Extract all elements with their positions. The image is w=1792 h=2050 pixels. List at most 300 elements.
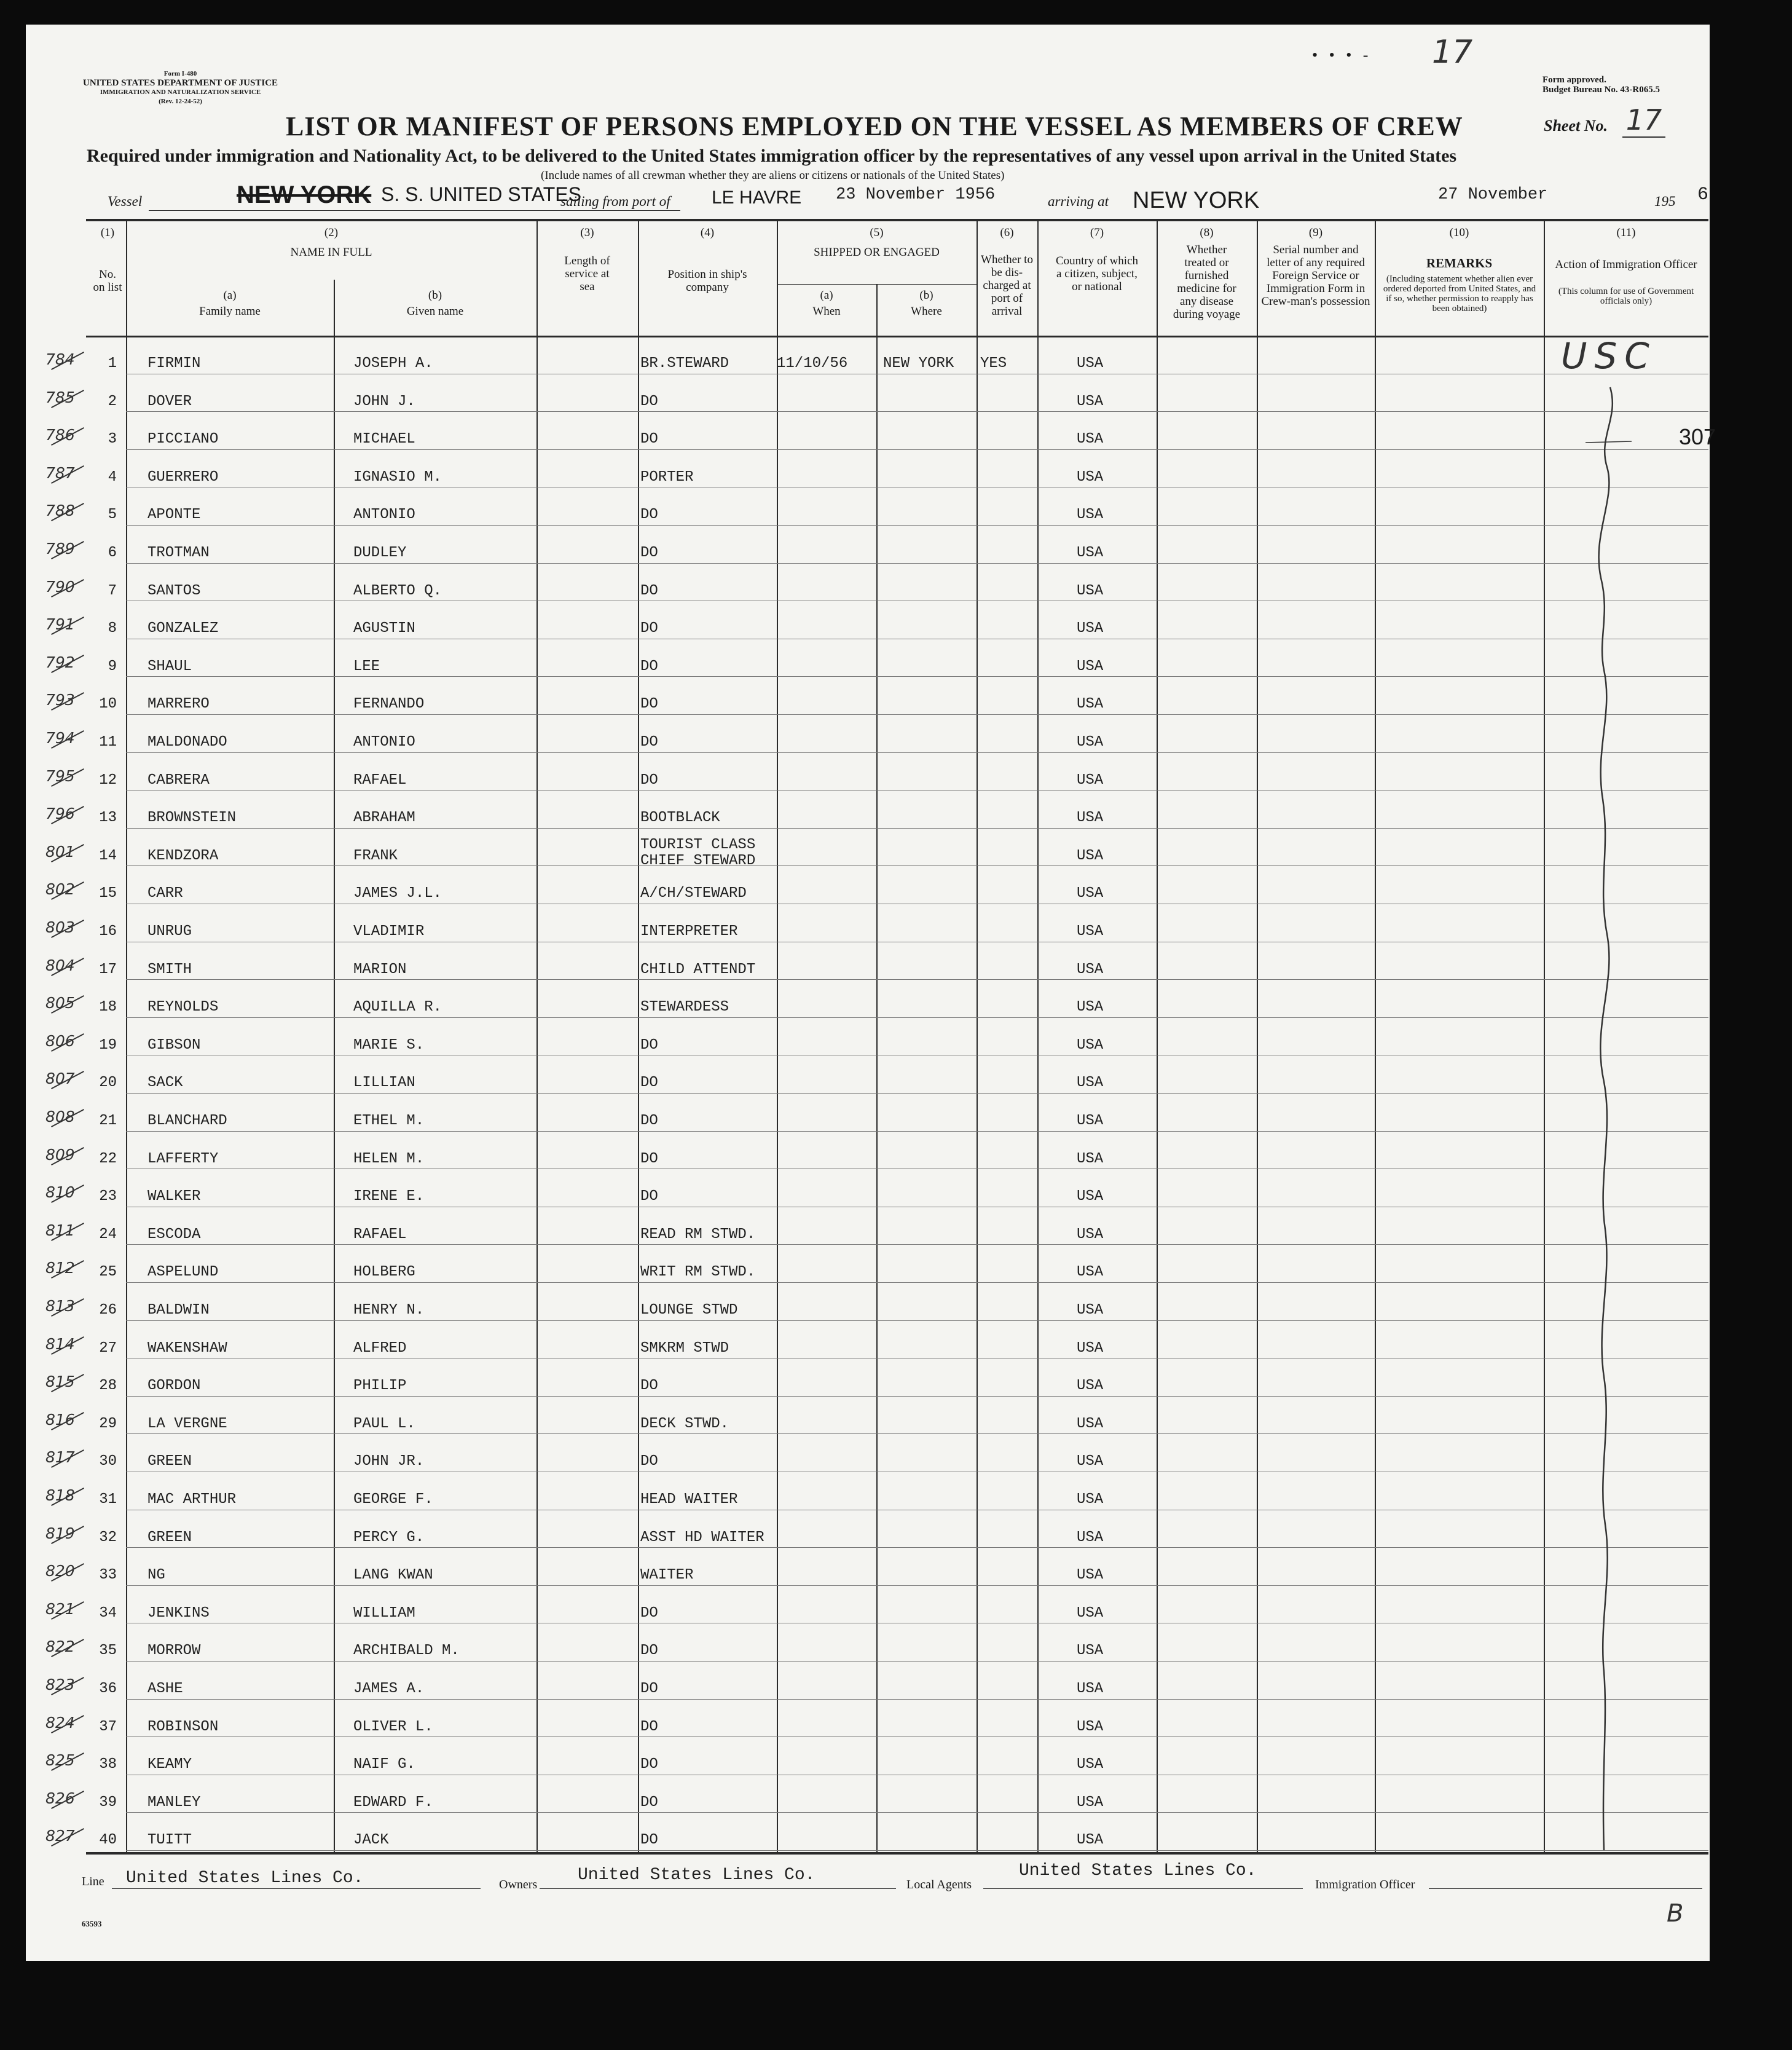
row-rule	[126, 1093, 1708, 1094]
cell-country: USA	[1077, 1378, 1104, 1394]
row-number: 7	[108, 583, 117, 599]
row-number: 11	[99, 734, 117, 751]
cell-given: PHILIP	[353, 1378, 407, 1394]
cell-family: CARR	[147, 885, 183, 902]
cell-family: GREEN	[147, 1529, 192, 1546]
row-rule	[126, 525, 1708, 526]
cell-given: LANG KWAN	[353, 1567, 433, 1583]
cell-given: VLADIMIR	[353, 923, 425, 940]
cell-country: USA	[1077, 1529, 1104, 1546]
vessel-name: S. S. UNITED STATES	[381, 183, 581, 205]
row-number: 36	[99, 1681, 117, 1697]
cell-position: DO	[640, 1453, 658, 1470]
cell-country: USA	[1077, 1113, 1104, 1129]
cell-given: ANTONIO	[353, 734, 415, 751]
row-serial: 788	[45, 502, 75, 519]
cell-discharge: YES	[980, 355, 1007, 372]
cell-country: USA	[1077, 734, 1104, 751]
row-serial: 822	[45, 1638, 75, 1655]
row-number: 37	[99, 1719, 117, 1735]
vessel-underline	[149, 210, 680, 211]
row-rule	[126, 1699, 1708, 1700]
cell-family: MARRERO	[147, 696, 210, 712]
row-serial: 825	[45, 1751, 75, 1769]
row-number: 35	[99, 1642, 117, 1659]
cell-country: USA	[1077, 1340, 1104, 1357]
row-serial: 820	[45, 1562, 75, 1580]
cell-position: WAITER	[640, 1567, 694, 1583]
header-bottom-rule	[86, 336, 1708, 337]
row-serial: 791	[45, 615, 75, 633]
cell-family: MANLEY	[147, 1794, 201, 1811]
cell-country: USA	[1077, 658, 1104, 675]
cell-family: SMITH	[147, 961, 192, 978]
col7-header: Country of which a citizen, subject, or national	[1055, 254, 1139, 293]
cell-given: PAUL L.	[353, 1416, 415, 1432]
row-rule	[126, 1396, 1708, 1397]
cell-given: DUDLEY	[353, 545, 407, 561]
cell-family: WAKENSHAW	[147, 1340, 227, 1357]
row-number: 14	[99, 848, 117, 864]
row-serial: 796	[45, 805, 75, 822]
col5-header: SHIPPED OR ENGAGED	[814, 246, 940, 259]
cell-position: WRIT RM STWD.	[640, 1264, 756, 1280]
cell-country: USA	[1077, 545, 1104, 561]
col4-header: Position in ship's company	[667, 268, 747, 294]
row-serial: 784	[45, 350, 75, 368]
cell-given: ARCHIBALD M.	[353, 1642, 460, 1659]
cell-position: DO	[640, 431, 658, 447]
col-divider	[1375, 219, 1376, 1852]
cell-position: READ RM STWD.	[640, 1226, 756, 1243]
cell-given: NAIF G.	[353, 1756, 415, 1773]
col-divider	[1257, 219, 1258, 1852]
cell-given: AQUILLA R.	[353, 999, 442, 1015]
department-name: UNITED STATES DEPARTMENT OF JUSTICE	[83, 78, 278, 88]
row-number: 34	[99, 1605, 117, 1622]
cell-given: RAFAEL	[353, 1226, 407, 1243]
officer-label: Immigration Officer	[1315, 1878, 1415, 1891]
cell-family: BALDWIN	[147, 1302, 210, 1319]
cell-position: DO	[640, 393, 658, 410]
row-number: 12	[99, 772, 117, 789]
row-rule	[126, 1850, 1708, 1851]
cell-family: APONTE	[147, 507, 201, 523]
cell-family: GREEN	[147, 1453, 192, 1470]
line-underline	[112, 1888, 481, 1889]
cell-given: FRANK	[353, 848, 398, 864]
cell-given: PERCY G.	[353, 1529, 425, 1546]
row-rule	[126, 1585, 1708, 1586]
cell-position: DO	[640, 1681, 658, 1697]
cell-position: DO	[640, 1188, 658, 1205]
cell-country: USA	[1077, 1453, 1104, 1470]
col-divider	[126, 219, 127, 1852]
cell-when: 11/10/56	[777, 355, 848, 372]
page-mark: 17	[1432, 34, 1473, 71]
col-divider	[777, 219, 778, 1852]
row-rule	[126, 1547, 1708, 1548]
cell-family: JENKINS	[147, 1605, 210, 1622]
agents-label: Local Agents	[906, 1878, 972, 1891]
row-number: 17	[99, 961, 117, 978]
cell-country: USA	[1077, 1491, 1104, 1508]
cell-country: USA	[1077, 393, 1104, 410]
owners-label: Owners	[499, 1878, 538, 1891]
row-number: 1	[108, 355, 117, 372]
cell-given: FERNANDO	[353, 696, 425, 712]
row-serial: 795	[45, 767, 75, 785]
row-serial: 816	[45, 1411, 75, 1429]
cell-given: IRENE E.	[353, 1188, 425, 1205]
cell-position: CHILD ATTENDT	[640, 961, 756, 978]
col-divider	[536, 219, 538, 1852]
cell-country: USA	[1077, 1567, 1104, 1583]
cell-given: ETHEL M.	[353, 1113, 425, 1129]
row-number: 33	[99, 1567, 117, 1583]
cell-given: HOLBERG	[353, 1264, 415, 1280]
year-label: 195	[1654, 194, 1676, 209]
col2a-num: (a)	[223, 289, 237, 302]
col-divider	[1544, 219, 1545, 1852]
row-rule	[126, 865, 1708, 866]
row-number: 31	[99, 1491, 117, 1508]
row-rule	[126, 676, 1708, 677]
cell-given: GEORGE F.	[353, 1491, 433, 1508]
cell-family: ASPELUND	[147, 1264, 219, 1280]
cell-position: DO	[640, 1756, 658, 1773]
cell-position: TOURIST CLASS	[640, 837, 756, 853]
cell-given: IGNASIO M.	[353, 469, 442, 486]
row-serial: 803	[45, 918, 75, 936]
cell-country: USA	[1077, 696, 1104, 712]
row-number: 19	[99, 1037, 117, 1054]
officer-stamp: USC	[1561, 335, 1657, 377]
cell-position: DO	[640, 545, 658, 561]
cell-position: DO	[640, 1642, 658, 1659]
row-serial: 824	[45, 1714, 75, 1732]
cell-family: GONZALEZ	[147, 620, 219, 637]
cell-family: GORDON	[147, 1378, 201, 1394]
row-rule	[126, 1282, 1708, 1283]
cell-position: BR.STEWARD	[640, 355, 729, 372]
row-serial: 826	[45, 1789, 75, 1807]
cell-family: CABRERA	[147, 772, 210, 789]
row-number: 27	[99, 1340, 117, 1357]
cell-family: GUERRERO	[147, 469, 219, 486]
corner-mark: B	[1667, 1899, 1684, 1928]
cell-family: DOVER	[147, 393, 192, 410]
cell-position: DO	[640, 772, 658, 789]
cell-country: USA	[1077, 1416, 1104, 1432]
row-number: 4	[108, 469, 117, 486]
row-number: 38	[99, 1756, 117, 1773]
col9-header: Serial number and letter of any required Foreign Service or Immigration Form in Crew-man's possession	[1261, 243, 1370, 308]
cell-family: UNRUG	[147, 923, 192, 940]
col3-num: (3)	[580, 226, 594, 239]
row-serial: 808	[45, 1108, 75, 1126]
cell-position: PORTER	[640, 469, 694, 486]
cell-country: USA	[1077, 1264, 1104, 1280]
wavy-mark	[1573, 381, 1647, 1856]
row-rule	[126, 411, 1708, 412]
cell-country: USA	[1077, 961, 1104, 978]
col4-num: (4)	[700, 226, 715, 239]
row-serial: 786	[45, 426, 75, 444]
date-to: 27 November	[1438, 186, 1548, 204]
col1-header: No. on list	[93, 268, 122, 294]
cell-country: USA	[1077, 507, 1104, 523]
cell-family: NG	[147, 1567, 165, 1583]
cell-position: DO	[640, 507, 658, 523]
shipped-sub-rule	[777, 284, 977, 285]
cell-country: USA	[1077, 885, 1104, 902]
cell-position: DO	[640, 696, 658, 712]
row-serial: 823	[45, 1676, 75, 1693]
cell-given: HELEN M.	[353, 1151, 425, 1167]
col5-num: (5)	[870, 226, 884, 239]
cell-country: USA	[1077, 1605, 1104, 1622]
row-rule	[126, 1131, 1708, 1132]
row-number: 40	[99, 1832, 117, 1848]
row-number: 9	[108, 658, 117, 675]
cell-given: JACK	[353, 1832, 389, 1848]
approval-text: Form approved.	[1542, 75, 1606, 85]
date-from: 23 November 1956	[836, 186, 996, 204]
row-number: 8	[108, 620, 117, 637]
row-serial: 794	[45, 729, 75, 747]
col5a-header: When	[812, 305, 841, 318]
row-rule	[126, 1812, 1708, 1813]
col8-num: (8)	[1200, 226, 1214, 239]
col8-header: Whether treated or furnished medicine for any disease during voyage	[1173, 243, 1241, 321]
cell-given: EDWARD F.	[353, 1794, 433, 1811]
row-number: 39	[99, 1794, 117, 1811]
cell-position: DO	[640, 1605, 658, 1622]
cell-family: BLANCHARD	[147, 1113, 227, 1129]
print-code: 63593	[82, 1919, 102, 1928]
row-serial: 792	[45, 653, 75, 671]
cell-position: DO	[640, 658, 658, 675]
row-rule	[126, 1017, 1708, 1018]
cell-given: ANTONIO	[353, 507, 415, 523]
cell-country: USA	[1077, 431, 1104, 447]
col2a-header: Family name	[199, 305, 261, 318]
page-title: LIST OR MANIFEST OF PERSONS EMPLOYED ON THE VESSEL AS MEMBERS OF CREW	[286, 111, 1463, 141]
col-divider	[334, 280, 335, 1852]
col-divider	[1157, 219, 1158, 1852]
row-number: 2	[108, 393, 117, 410]
row-number: 25	[99, 1264, 117, 1280]
col10-num: (10)	[1449, 226, 1469, 239]
col11-header: Action of Immigration Officer	[1555, 258, 1697, 271]
cell-family: BROWNSTEIN	[147, 810, 237, 826]
cell-family: REYNOLDS	[147, 999, 219, 1015]
cell-family: WALKER	[147, 1188, 201, 1205]
cell-given: ABRAHAM	[353, 810, 415, 826]
form-revision: (Rev. 12-24-52)	[159, 98, 202, 105]
cell-country: USA	[1077, 1226, 1104, 1243]
row-number: 16	[99, 923, 117, 940]
row-number: 18	[99, 999, 117, 1015]
row-serial: 818	[45, 1486, 75, 1504]
year-digit: 6	[1697, 184, 1709, 205]
cell-country: USA	[1077, 1188, 1104, 1205]
cell-family: PICCIANO	[147, 431, 219, 447]
port-to: NEW YORK	[1133, 187, 1260, 213]
cell-country: USA	[1077, 583, 1104, 599]
cell-given: JOHN JR.	[353, 1453, 425, 1470]
row-number: 32	[99, 1529, 117, 1546]
cell-family: LAFFERTY	[147, 1151, 219, 1167]
row-number: 3	[108, 431, 117, 447]
col9-num: (9)	[1308, 226, 1323, 239]
cell-given: RAFAEL	[353, 772, 407, 789]
col11-note: (This column for use of Government officials only)	[1558, 286, 1694, 306]
row-number: 26	[99, 1302, 117, 1319]
cell-position: DO	[640, 1074, 658, 1091]
row-serial: 807	[45, 1070, 75, 1087]
cell-country: USA	[1077, 1681, 1104, 1697]
col10-note: (Including statement whether alien ever ordered deported from United States, and if so, whether permission to reapply has been obtained)	[1383, 274, 1536, 313]
row-number: 10	[99, 696, 117, 712]
row-serial: 793	[45, 691, 75, 709]
col5b-num: (b)	[919, 289, 933, 302]
row-number: 24	[99, 1226, 117, 1243]
row-rule	[126, 449, 1708, 450]
cell-position: HEAD WAITER	[640, 1491, 738, 1508]
col6-num: (6)	[1000, 226, 1014, 239]
form-identifier	[83, 69, 278, 106]
cell-country: USA	[1077, 923, 1104, 940]
cell-given: ALBERTO Q.	[353, 583, 442, 599]
row-serial: 789	[45, 540, 75, 558]
row-rule	[126, 1244, 1708, 1245]
arriving-label: arriving at	[1048, 194, 1109, 209]
row-serial: 806	[45, 1032, 75, 1050]
row-number: 30	[99, 1453, 117, 1470]
line-value: United States Lines Co.	[126, 1869, 364, 1888]
cell-position: STEWARDESS	[640, 999, 729, 1015]
col2-num: (2)	[324, 226, 339, 239]
subtitle-note: (Include names of all crewman whether they are aliens or citizens or nationals of the United States)	[541, 169, 1005, 182]
table-bottom-rule	[86, 1852, 1708, 1855]
row-number: 21	[99, 1113, 117, 1129]
cell-country: USA	[1077, 1302, 1104, 1319]
officer-number: 307	[1679, 424, 1716, 449]
cell-position: LOUNGE STWD	[640, 1302, 738, 1319]
cell-family: MAC ARTHUR	[147, 1491, 237, 1508]
cell-country: USA	[1077, 355, 1104, 372]
line-label: Line	[82, 1875, 104, 1888]
row-serial: 801	[45, 843, 75, 861]
row-serial: 819	[45, 1524, 75, 1542]
row-rule	[126, 828, 1708, 829]
row-number: 22	[99, 1151, 117, 1167]
col6-header: Whether to be dis-charged at port of arrival	[981, 253, 1033, 318]
cell-position: DO	[640, 583, 658, 599]
cell-family: KENDZORA	[147, 848, 219, 864]
cell-given: MARIE S.	[353, 1037, 425, 1054]
cell-position-line2: CHIEF STEWARD	[640, 853, 756, 869]
row-serial: 802	[45, 880, 75, 898]
cell-family: FIRMIN	[147, 355, 201, 372]
vessel-struck-name: NEW YORK	[237, 181, 372, 208]
cell-family: KEAMY	[147, 1756, 192, 1773]
cell-family: MALDONADO	[147, 734, 227, 751]
cell-position: A/CH/STEWARD	[640, 885, 747, 902]
cell-given: JOHN J.	[353, 393, 415, 410]
officer-underline	[1429, 1888, 1702, 1889]
row-number: 5	[108, 507, 117, 523]
col-divider	[1037, 219, 1039, 1852]
cell-given: JOSEPH A.	[353, 355, 433, 372]
row-rule	[126, 979, 1708, 980]
cell-country: USA	[1077, 1151, 1104, 1167]
cell-given: JAMES J.L.	[353, 885, 442, 902]
cell-family: GIBSON	[147, 1037, 201, 1054]
col-divider	[638, 219, 639, 1852]
cell-given: MICHAEL	[353, 431, 415, 447]
row-serial: 812	[45, 1259, 75, 1277]
row-serial: 827	[45, 1827, 75, 1845]
cell-given: HENRY N.	[353, 1302, 425, 1319]
col1-num: (1)	[100, 226, 115, 239]
row-serial: 814	[45, 1335, 75, 1353]
col3-header: Length of service at sea	[564, 254, 610, 293]
row-serial: 821	[45, 1600, 75, 1618]
cell-country: USA	[1077, 1642, 1104, 1659]
cell-family: TROTMAN	[147, 545, 210, 561]
cell-country: USA	[1077, 1756, 1104, 1773]
row-rule	[126, 1320, 1708, 1321]
row-serial: 811	[45, 1221, 75, 1239]
cell-family: MORROW	[147, 1642, 201, 1659]
row-number: 6	[108, 545, 117, 561]
owners-underline	[540, 1888, 896, 1889]
cell-given: WILLIAM	[353, 1605, 415, 1622]
row-serial: 787	[45, 464, 75, 482]
cell-position: DO	[640, 1719, 658, 1735]
cell-position: SMKRM STWD	[640, 1340, 729, 1357]
port-from: LE HAVRE	[712, 187, 802, 208]
row-serial: 815	[45, 1373, 75, 1390]
agents-underline	[983, 1888, 1303, 1889]
service-name: IMMIGRATION AND NATURALIZATION SERVICE	[100, 89, 261, 96]
cell-position: DO	[640, 734, 658, 751]
subtitle: Required under immigration and Nationality Act, to be delivered to the United States immigration officer by the representatives of any vessel upon arrival in the United States	[87, 146, 1457, 166]
row-number: 13	[99, 810, 117, 826]
cell-position: DO	[640, 1037, 658, 1054]
cell-given: JAMES A.	[353, 1681, 425, 1697]
cell-country: USA	[1077, 1037, 1104, 1054]
col2b-num: (b)	[428, 289, 442, 302]
cell-given: LILLIAN	[353, 1074, 415, 1091]
row-serial: 805	[45, 994, 75, 1012]
cell-country: USA	[1077, 469, 1104, 486]
cell-country: USA	[1077, 772, 1104, 789]
row-serial: 817	[45, 1448, 75, 1466]
row-rule	[126, 563, 1708, 564]
cell-family: LA VERGNE	[147, 1416, 227, 1432]
cell-position: INTERPRETER	[640, 923, 738, 940]
cell-country: USA	[1077, 1794, 1104, 1811]
cell-country: USA	[1077, 810, 1104, 826]
cell-country: USA	[1077, 999, 1104, 1015]
cell-position: DO	[640, 1113, 658, 1129]
row-rule	[126, 714, 1708, 715]
cell-country: USA	[1077, 848, 1104, 864]
